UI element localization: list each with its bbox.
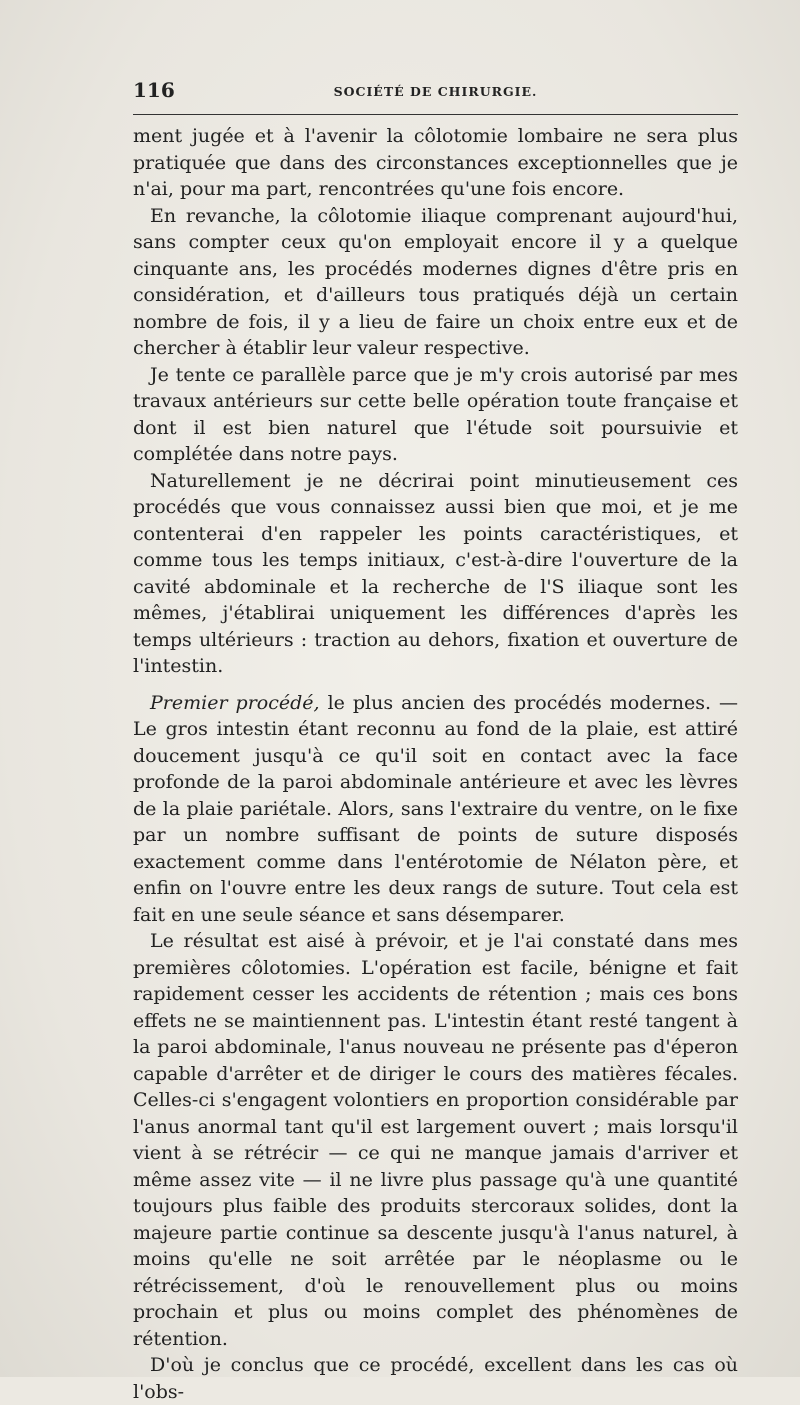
paragraph: En revanche, la côlotomie iliaque comprenant aujourd'hui, sans compter ceux qu'on employait encore il y a quelque cinquante ans, les procédés modernes dignes d'être pris en considération, et d'ailleurs tous pratiqués déjà un certain nombre de fois, il y a lieu de faire un choix entre eux et de chercher à établir leur valeur respective.: [133, 204, 738, 359]
paragraph-premier-procede: [133, 690, 738, 929]
header-rule: [133, 114, 738, 115]
page-number: 116: [133, 78, 175, 102]
paragraph: Le résultat est aisé à prévoir, et je l'ai constaté dans mes premières côlotomies. L'opération est facile, bénigne et fait rapidement cesser les accidents de rétention ; mais ces bons effets ne se maintiennent pas. L'intestin étant resté tangent à la paroi abdominale, l'anus nouveau ne présente pas d'éperon capable d'arrêter et de diriger le cours des matières fécales. Celles-ci s'engagent volontiers en proportion considérable par l'anus anormal tant qu'il est largement ouvert ; mais lorsqu'il vient à se rétrécir — ce qui ne manque jamais d'arriver et même assez vite — il ne livre plus passage qu'à une quantité toujours plus faible des produits stercoraux solides, dont la majeure partie continue sa descente jusqu'à l'anus naturel, à moins qu'elle ne soit arrêtée par le néoplasme ou le rétrécissement, d'où le renouvellement plus ou moins prochain et plus ou moins complet des phénomènes de rétention.: [133, 930, 738, 1350]
body-text: [133, 123, 738, 1405]
procedure-heading: Premier procédé,: [150, 691, 320, 714]
paragraph: ment jugée et à l'avenir la côlotomie lombaire ne sera plus pratiquée que dans des circonstances exceptionnelles que je n'ai, pour ma part, rencontrées qu'une fois encore.: [133, 125, 738, 200]
paragraph: Naturellement je ne décrirai point minutieusement ces procédés que vous connaissez aussi bien que moi, et je me contenterai d'en rappeler les points caractéristiques, et comme tous les temps initiaux, c'est-à-dire l'ouverture de la cavité abdominale et la recherche de l'S iliaque sont les mêmes, j'établirai uniquement les différences d'après les temps ultérieurs : traction au dehors, fixation et ouverture de l'intestin.: [133, 469, 738, 677]
running-head: SOCIÉTÉ DE CHIRURGIE.: [333, 84, 538, 99]
procedure-text: le plus ancien des procédés modernes. — Le gros intestin étant reconnu au fond de la plaie, est attiré doucement jusqu'à ce qu'il soit en contact avec la face profonde de la paroi abdominale antérieure et avec les lèvres de la plaie pariétale. Alors, sans l'extraire du ventre, on le fixe par un nombre suffisant de points de suture disposés exactement comme dans l'entérotomie de Nélaton père, et enfin on l'ouvre entre les deux rangs de suture. Tout cela est fait en une seule séance et sans désemparer.: [133, 691, 739, 926]
paragraph: D'où je conclus que ce procédé, excellent dans les cas où l'obs-: [133, 1354, 738, 1403]
page-header: [133, 78, 738, 104]
paragraph: Je tente ce parallèle parce que je m'y crois autorisé par mes travaux antérieurs sur cette belle opération toute française et dont il est bien naturel que l'étude soit poursuivie et complétée dans notre pays.: [133, 363, 738, 465]
